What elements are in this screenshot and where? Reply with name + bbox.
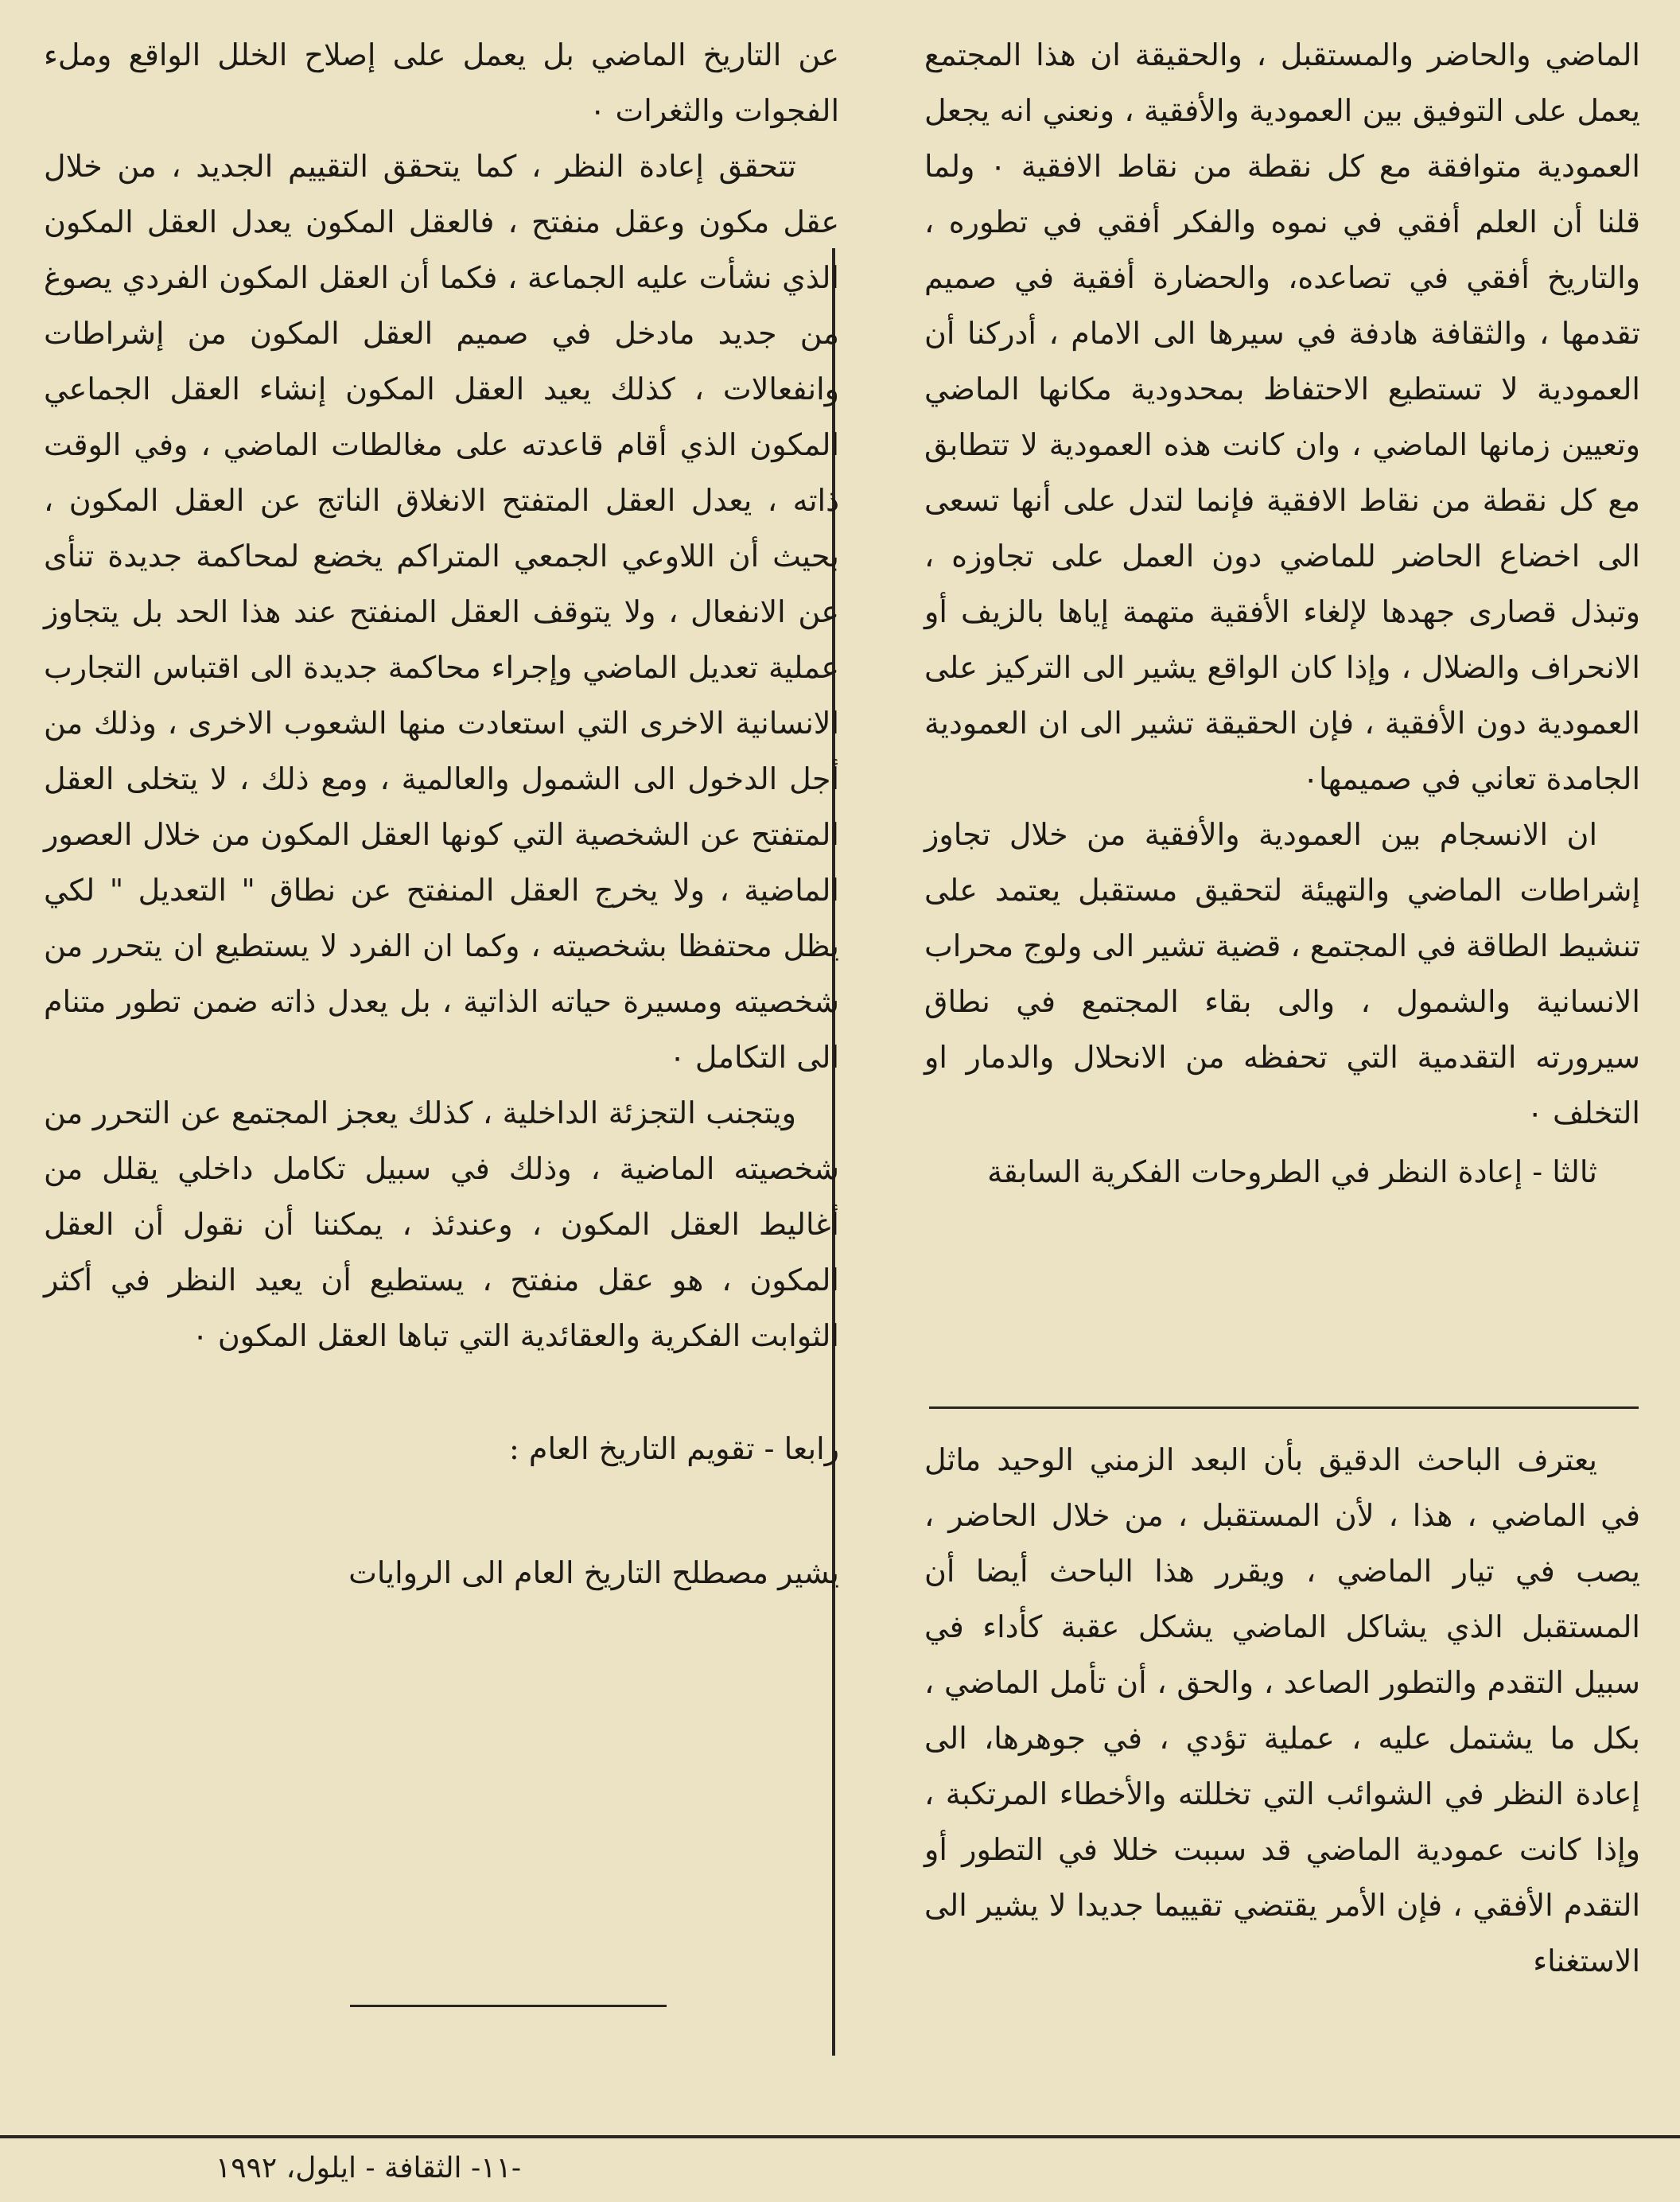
right-column-top [924,27,1640,1200]
right-column-bottom [924,1432,1640,1989]
paragraph: الماضي والحاضر والمستقبل ، والحقيقة ان هذا المجتمع يعمل على التوفيق بين العمودية والأفقية ، ونعني انه يجعل العمودية متوافقة مع كل نقطة من نقاط الافقية ٠ ولما قلنا أن العلم أفقي في نموه والفكر أفقي في تطوره ، والتاريخ أفقي في تصاعده، والحضارة أفقية في صميم تقدمها ، والثقافة هادفة في سيرها الى الامام ، أدركنا أن العمودية لا تستطيع الاحتفاظ بمحدودية مكانها الماضي وتعيين زمانها الماضي ، وان كانت هذه العمودية لا تتطابق مع كل نقطة من نقاط الافقية فإنما لتدل على أنها تسعى الى اخضاع الحاضر للماضي دون العمل على تجاوزه ، وتبذل قصارى جهدها لإلغاء الأفقية متهمة إياها بالزيف أو الانحراف والضلال ، وإذا كان الواقع يشير الى التركيز على العمودية دون الأفقية ، فإن الحقيقة تشير الى ان العمودية الجامدة تعاني في صميمها٠ [924,37,1640,796]
section-divider [350,2005,667,2007]
section-heading-fourth: رابعا - تقويم التاريخ العام : [509,1431,839,1466]
paragraph: يعترف الباحث الدقيق بأن البعد الزمني الوحيد ماثل في الماضي ، هذا ، لأن المستقبل ، من خلال الحاضر ، يصب في تيار الماضي ، ويقرر هذا الباحث أيضا أن المستقبل الذي يشاكل الماضي يشكل عقبة كأداء في سبيل التقدم والتطور الصاعد ، والحق ، أن تأمل الماضي ، بكل ما يشتمل عليه ، عملية تؤدي ، في جوهرها، الى إعادة النظر في الشوائب التي تخللته والأخطاء المرتكبة ، وإذا كانت عمودية الماضي قد سببت خللا في التطور أو التقدم الأفقي ، فإن الأمر يقتضي تقييما جديدا لا يشير الى الاستغناء [924,1442,1640,1978]
left-column [44,27,839,1601]
footer-rule [0,2135,1680,2138]
paragraph: ويتجنب التجزئة الداخلية ، كذلك يعجز المجتمع عن التحرر من شخصيته الماضية ، وذلك في سبيل تكامل داخلي يقلل من أغاليط العقل المكون ، وعندئذ ، يمكننا أن نقول أن العقل المكون ، هو عقل منفتح ، يستطيع أن يعيد النظر في أكثر الثوابت الفكرية والعقائدية التي تباها العقل المكون ٠ [44,1095,839,1353]
section-divider [929,1406,1639,1409]
paragraph: تتحقق إعادة النظر ، كما يتحقق التقييم الجديد ، من خلال عقل مكون وعقل منفتح ، فالعقل المكون يعدل العقل المكون الذي نشأت عليه الجماعة ، فكما أن العقل المكون الفردي يصوغ من جديد مادخل في صميم العقل المكون من إشراطات وانفعالات ، كذلك يعيد العقل المكون إنشاء العقل الجماعي المكون الذي أقام قاعدته على مغالطات الماضي ، وفي الوقت ذاته ، يعدل العقل المتفتح الانغلاق الناتج عن العقل المكون ، بحيث أن اللاوعي الجمعي المتراكم يخضع لمحاكمة جديدة تنأى عن الانفعال ، ولا يتوقف العقل المنفتح عند هذا الحد بل يتجاوز عملية تعديل الماضي وإجراء محاكمة جديدة الى اقتباس التجارب الانسانية الاخرى التي استعادت منها الشعوب الاخرى ، وذلك من أجل الدخول الى الشمول والعالمية ، ومع ذلك ، لا يتخلى العقل المتفتح عن الشخصية التي كونها العقل المكون من خلال العصور الماضية ، ولا يخرج العقل المنفتح عن نطاق " التعديل " لكي يظل محتفظا بشخصيته ، وكما ان الفرد لا يستطيع ان يتحرر من شخصيته ومسيرة حياته الذاتية ، بل يعدل ذاته ضمن تطور متنام الى التكامل ٠ [44,149,839,1075]
section-heading-third: ثالثا - إعادة النظر في الطروحات الفكرية السابقة [987,1154,1597,1189]
paragraph: عن التاريخ الماضي بل يعمل على إصلاح الخلل الواقع وملء الفجوات والثغرات ٠ [44,37,839,128]
page-footer: -١١- الثقافة - ايلول، ١٩٩٢ [215,2152,521,2184]
paragraph: يشير مصطلح التاريخ العام الى الروايات [348,1555,839,1590]
paragraph: ان الانسجام بين العمودية والأفقية من خلال تجاوز إشراطات الماضي والتهيئة لتحقيق مستقبل يعتمد على تنشيط الطاقة في المجتمع ، قضية تشير الى ولوج محراب الانسانية والشمول ، والى بقاء المجتمع في نطاق سيرورته التقدمية التي تحفظه من الانحلال والدمار او التخلف ٠ [924,817,1640,1130]
